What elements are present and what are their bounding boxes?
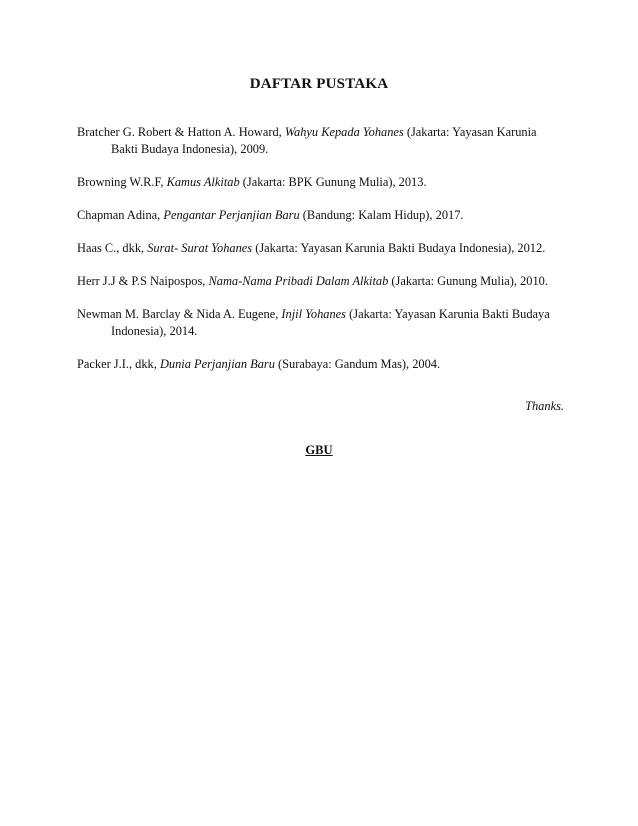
reference-author: Herr J.J & P.S Naipospos, bbox=[77, 274, 206, 288]
reference-publication: (Jakarta: Yayasan Karunia Bakti Budaya Indonesia), 2012. bbox=[255, 241, 546, 255]
reference-book-title: Surat- Surat Yohanes bbox=[147, 241, 253, 255]
reference-publication: (Jakarta: Gunung Mulia), 2010. bbox=[391, 274, 548, 288]
reference-publication: (Jakarta: BPK Gunung Mulia), 2013. bbox=[242, 175, 427, 189]
reference-item bbox=[77, 124, 564, 158]
reference-book-title: Dunia Perjanjian Baru bbox=[159, 357, 275, 371]
reference-publication: (Jakarta: Yayasan Karunia Bakti Budaya Indonesia), 2009. bbox=[111, 125, 537, 156]
reference-book-title: Injil Yohanes bbox=[281, 307, 347, 321]
reference-author: Packer J.I., dkk, bbox=[77, 357, 157, 371]
reference-item bbox=[77, 207, 564, 224]
reference-publication: (Bandung: Kalam Hidup), 2017. bbox=[302, 208, 464, 222]
signoff-gbu: GBU bbox=[305, 443, 333, 457]
reference-author: Haas C., dkk, bbox=[77, 241, 145, 255]
reference-author: Bratcher G. Robert & Hatton A. Howard, bbox=[77, 125, 282, 139]
reference-book-title: Pengantar Perjanjian Baru bbox=[163, 208, 300, 222]
reference-item bbox=[77, 306, 564, 340]
closing-thanks: Thanks. bbox=[525, 399, 564, 413]
reference-book-title: Wahyu Kepada Yohanes bbox=[284, 125, 404, 139]
reference-list bbox=[77, 124, 564, 389]
page-title: DAFTAR PUSTAKA bbox=[249, 76, 389, 92]
reference-author: Chapman Adina, bbox=[77, 208, 161, 222]
reference-book-title: Kamus Alkitab bbox=[166, 175, 240, 189]
reference-author: Newman M. Barclay & Nida A. Eugene, bbox=[77, 307, 279, 321]
reference-item bbox=[77, 240, 564, 257]
reference-item bbox=[77, 356, 564, 373]
reference-item bbox=[77, 174, 564, 191]
reference-publication: (Surabaya: Gandum Mas), 2004. bbox=[278, 357, 441, 371]
reference-item bbox=[77, 273, 564, 290]
reference-publication: (Jakarta: Yayasan Karunia Bakti Budaya Indonesia), 2014. bbox=[111, 307, 550, 338]
reference-author: Browning W.R.F, bbox=[77, 175, 164, 189]
reference-book-title: Nama-Nama Pribadi Dalam Alkitab bbox=[208, 274, 389, 288]
